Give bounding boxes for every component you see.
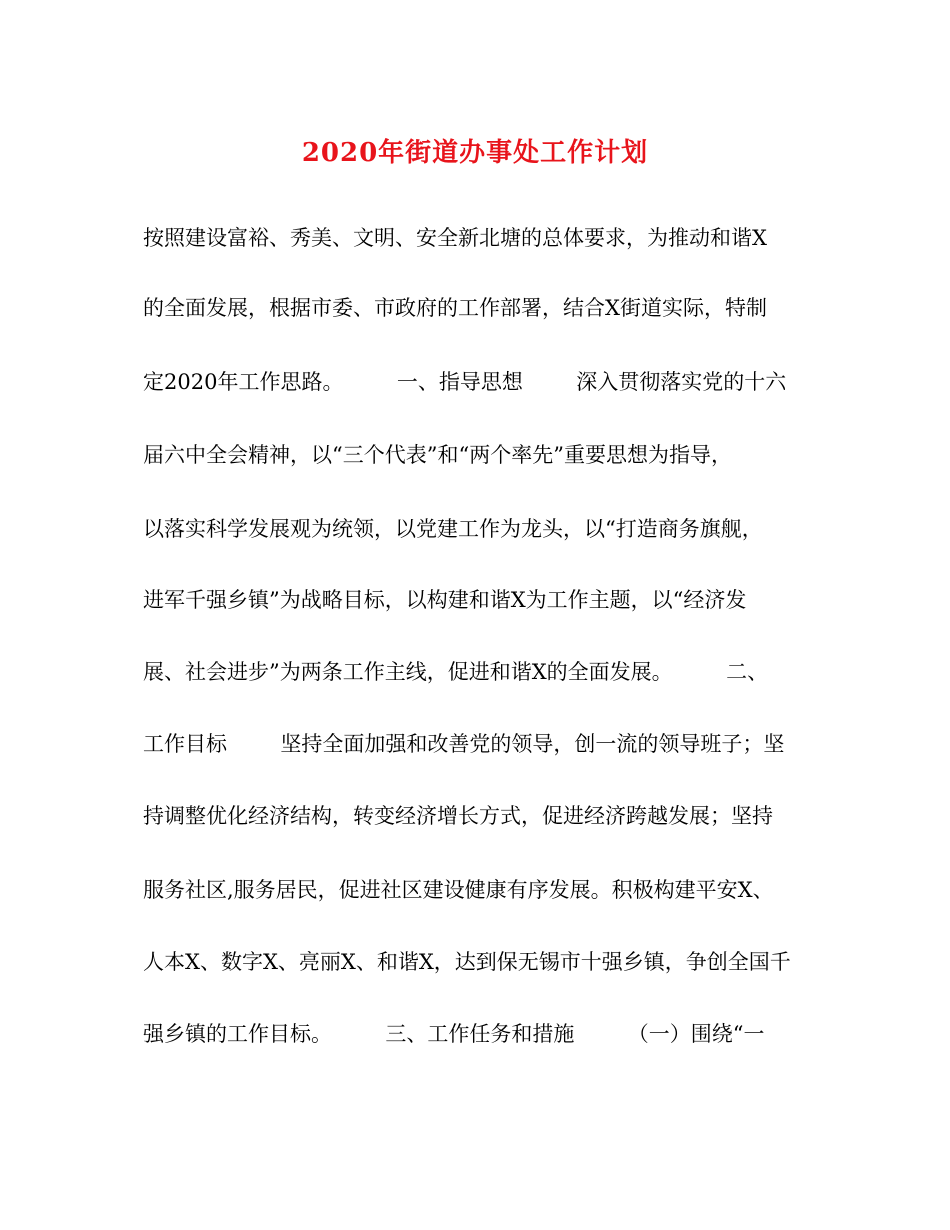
- body-line: 以落实科学发展观为统领，以党建工作为龙头，以“打造商务旗舰，: [143, 517, 763, 541]
- body-line: 进军千强乡镇”为战略目标，以构建和谐X为工作主题，以“经济发: [143, 588, 747, 612]
- body-line: 工作目标 坚持全面加强和改善党的领导，创一流的领导班子；坚: [143, 732, 785, 756]
- body-line: 按照建设富裕、秀美、文明、安全新北塘的总体要求，为推动和谐X: [143, 226, 767, 250]
- body-line: 人本X、数字X、亮丽X、和谐X，达到保无锡市十强乡镇，争创全国千: [143, 950, 791, 974]
- body-line: 展、社会进步”为两条工作主线，促进和谐X的全面发展。 二、: [143, 660, 769, 684]
- body-line: 定2020年工作思路。 一、指导思想 深入贯彻落实党的十六: [143, 370, 787, 394]
- document-title: 2020年街道办事处工作计划: [301, 138, 649, 168]
- body-line: 强乡镇的工作目标。 三、工作任务和措施 （一）围绕“一: [143, 1022, 765, 1046]
- body-line: 服务社区,服务居民，促进社区建设健康有序发展。积极构建平安X、: [143, 878, 774, 902]
- body-line: 持调整优化经济结构，转变经济增长方式，促进经济跨越发展；坚持: [143, 804, 773, 828]
- body-line: 届六中全会精神，以“三个代表”和“两个率先”重要思想为指导，: [143, 443, 732, 467]
- body-line: 的全面发展，根据市委、市政府的工作部署，结合X街道实际，特制: [143, 296, 767, 320]
